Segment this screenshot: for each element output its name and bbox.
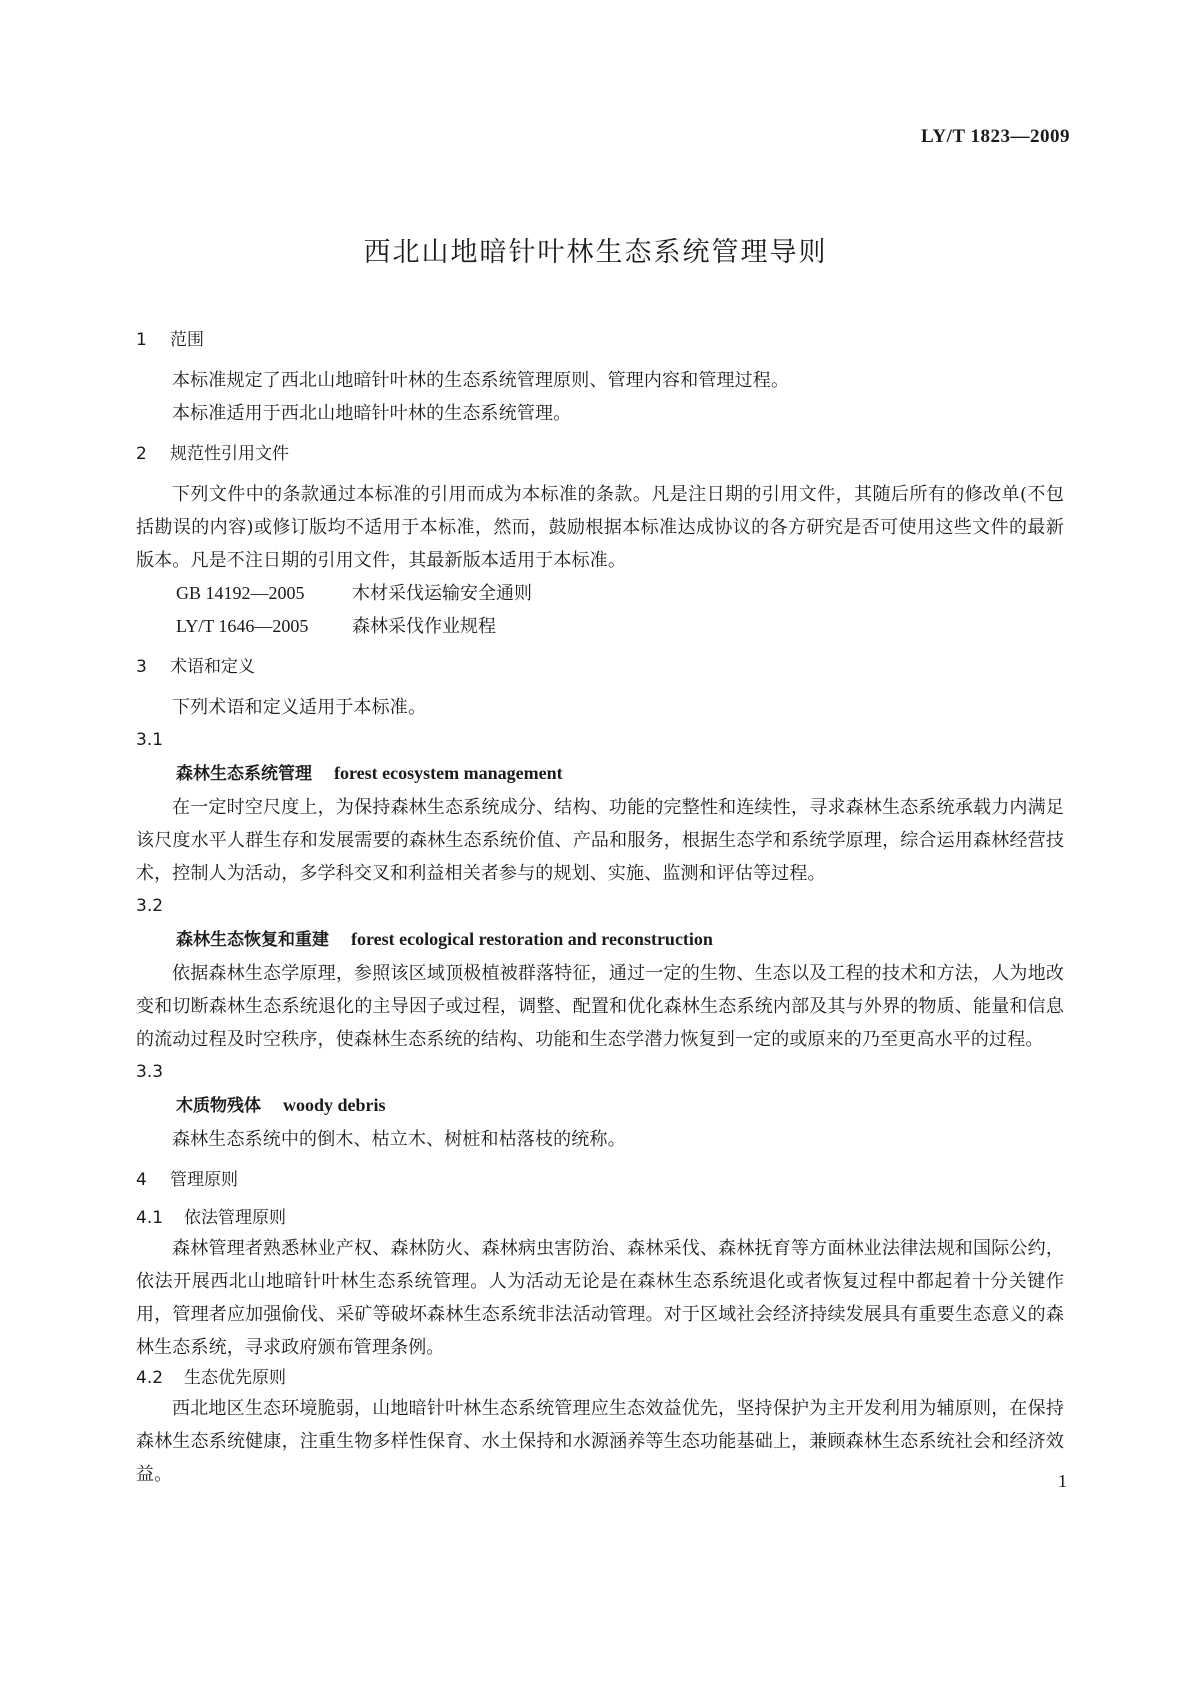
section-heading-1 [136, 326, 1064, 354]
term-chinese: 森林生态系统管理 [176, 764, 312, 784]
section-number: 2 [136, 444, 147, 464]
subsection-number: 4.2 [136, 1368, 164, 1388]
subsection-title: 生态优先原则 [184, 1368, 286, 1388]
reference-name: 森林采伐作业规程 [352, 616, 496, 637]
section-title: 管理原则 [170, 1170, 238, 1190]
normative-reference [136, 577, 1064, 610]
clause-number: 3.2 [136, 896, 164, 916]
section-heading-2 [136, 440, 1064, 468]
paragraph: 下列文件中的条款通过本标准的引用而成为本标准的条款。凡是注日期的引用文件，其随后所有的修改单(不包括勘误的内容)或修订版均不适用于本标准，然而，鼓励根据本标准达成协议的各方研究是否可使用这些文件的最新版本。凡是不注日期的引用文件，其最新版本适用于本标准。 [136, 484, 1064, 571]
paragraph: 本标准规定了西北山地暗针叶林的生态系统管理原则、管理内容和管理过程。 [172, 370, 790, 391]
section-number: 3 [136, 657, 147, 677]
subsection-heading-4-2 [136, 1364, 1064, 1392]
section-heading-3 [136, 653, 1064, 681]
term-chinese: 木质物残体 [176, 1096, 261, 1116]
term-chinese: 森林生态恢复和重建 [176, 930, 329, 950]
term-entry [136, 1088, 1064, 1123]
subsection-number: 4.1 [136, 1208, 164, 1228]
reference-code: LY/T 1646—2005 [176, 616, 309, 636]
section-title: 术语和定义 [170, 657, 255, 677]
section-number: 4 [136, 1170, 147, 1190]
term-english: woody debris [283, 1095, 386, 1115]
clause-number: 3.1 [136, 730, 164, 750]
page-number: 1 [1058, 1471, 1067, 1491]
section-heading-4 [136, 1166, 1064, 1194]
section-number: 1 [136, 330, 147, 350]
term-english: forest ecological restoration and reconstruction [351, 929, 713, 949]
subsection-title: 依法管理原则 [184, 1208, 286, 1228]
term-entry [136, 756, 1064, 791]
section-title: 规范性引用文件 [170, 444, 289, 464]
clause-number: 3.3 [136, 1062, 164, 1082]
paragraph: 本标准适用于西北山地暗针叶林的生态系统管理。 [172, 403, 572, 424]
normative-reference [136, 610, 1064, 643]
document-title: 西北山地暗针叶林生态系统管理导则 [363, 237, 828, 268]
paragraph: 下列术语和定义适用于本标准。 [172, 697, 427, 718]
section-title: 范围 [170, 330, 204, 350]
term-definition: 森林生态系统中的倒木、枯立木、树桩和枯落枝的统称。 [172, 1129, 626, 1150]
reference-name: 木材采伐运输安全通则 [352, 583, 532, 604]
term-definition: 在一定时空尺度上，为保持森林生态系统成分、结构、功能的完整性和连续性，寻求森林生态系统承载力内满足该尺度水平人群生存和发展需要的森林生态系统价值、产品和服务，根据生态学和系统学原理，综合运用森林经营技术，控制人为活动，多学科交叉和利益相关者参与的规划、实施、监测和评估等过程。 [136, 797, 1064, 884]
paragraph: 森林管理者熟悉林业产权、森林防火、森林病虫害防治、森林采伐、森林抚育等方面林业法律法规和国际公约，依法开展西北山地暗针叶林生态系统管理。人为活动无论是在森林生态系统退化或者恢复过程中都起着十分关键作用，管理者应加强偷伐、采矿等破坏森林生态系统非法活动管理。对于区域社会经济持续发展具有重要生态意义的森林生态系统，寻求政府颁布管理条例。 [136, 1238, 1064, 1358]
term-definition: 依据森林生态学原理，参照该区域顶极植被群落特征，通过一定的生物、生态以及工程的技术和方法，人为地改变和切断森林生态系统退化的主导因子或过程，调整、配置和优化森林生态系统内部及其与外界的物质、能量和信息的流动过程及时空秩序，使森林生态系统的结构、功能和生态学潜力恢复到一定的或原来的乃至更高水平的过程。 [136, 963, 1064, 1050]
reference-code: GB 14192—2005 [176, 583, 305, 603]
term-english: forest ecosystem management [334, 763, 563, 783]
term-entry [136, 922, 1064, 957]
standard-code: LY/T 1823—2009 [920, 126, 1070, 147]
document-body [136, 326, 1064, 1491]
paragraph: 西北地区生态环境脆弱，山地暗针叶林生态系统管理应生态效益优先，坚持保护为主开发利用为辅原则，在保持森林生态系统健康，注重生物多样性保育、水土保持和水源涵养等生态功能基础上，兼顾森林生态系统社会和经济效益。 [136, 1398, 1064, 1485]
subsection-heading-4-1 [136, 1204, 1064, 1232]
